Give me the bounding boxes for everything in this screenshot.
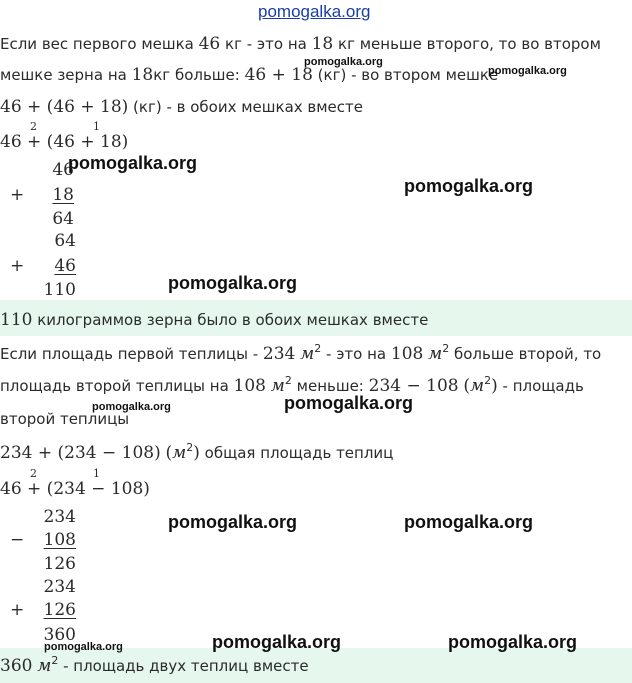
calc-bottom: 126	[43, 600, 76, 620]
calc-operator: +	[10, 256, 25, 276]
order-mark-1: 1	[93, 467, 100, 480]
text: общая площадь теплиц	[199, 444, 394, 462]
text: кг - это на	[220, 35, 312, 53]
text: - это на	[321, 345, 391, 363]
text: килограммов зерна было в обоих мешках вместе	[32, 311, 429, 329]
watermark: pomogalka.org	[404, 512, 534, 532]
number: 110	[0, 310, 33, 330]
problem2-answer	[0, 656, 309, 676]
problem2-line2: площадь второй теплицы на 108 $м^2$ меньше: 234 − 108 $(м^2)$ - площадь	[0, 374, 584, 396]
unit: м	[172, 443, 187, 463]
text: кг меньше второго, то во втором	[333, 35, 601, 53]
text: больше второй, то	[449, 345, 602, 363]
text: (кг) - в обоих мешках вместе	[128, 98, 363, 116]
unit: м	[470, 376, 485, 396]
expression: 46 + 18	[244, 65, 313, 85]
watermark: pomogalka.org	[284, 393, 414, 413]
number: 108	[233, 376, 266, 396]
watermark: pomogalka.org	[68, 153, 198, 173]
order-mark-2: 2	[30, 467, 37, 480]
calc-bottom: 18	[52, 185, 74, 205]
calc-top: 64	[54, 231, 76, 251]
unit-exponent: 2	[186, 441, 194, 454]
calc-result: 360	[43, 625, 76, 645]
number: 234	[262, 344, 296, 364]
order-expression: 46 + (46 + 18)	[0, 132, 129, 152]
text: - площадь двух теплиц вместе	[58, 657, 309, 675]
expression: 234 + (234 − 108)	[0, 443, 161, 463]
watermark: pomogalka.org	[44, 641, 123, 653]
watermark: pomogalka.org	[168, 273, 298, 293]
calc-operator: +	[10, 185, 25, 205]
problem2-line1	[0, 344, 601, 364]
calc-bottom: 108	[43, 530, 76, 550]
calc-bottom: 46	[54, 256, 76, 276]
watermark: pomogalka.org	[404, 176, 534, 196]
watermark: pomogalka.org	[488, 65, 567, 77]
calc-operator: +	[10, 600, 25, 620]
text: Если площадь первой теплицы -	[0, 345, 263, 363]
order-mark-1: 1	[93, 120, 100, 133]
unit: м	[300, 344, 315, 364]
calc-result: 64	[52, 209, 74, 229]
problem2-line4: 234 + (234 − 108) $(м^2)$ общая площадь теплиц	[0, 441, 394, 463]
number: 46	[198, 34, 221, 54]
number: 108	[390, 344, 424, 364]
number: 18	[131, 65, 154, 85]
unit-exponent: 2	[314, 342, 322, 355]
order-mark-2: 2	[30, 120, 37, 133]
number: 360	[0, 656, 33, 676]
text: площадь второй теплицы на	[0, 377, 234, 395]
problem2-line3: второй теплицы	[0, 410, 130, 428]
problem1-line1	[0, 34, 601, 54]
calc-operator: −	[10, 530, 25, 550]
text: кг больше:	[153, 66, 245, 84]
problem1-answer	[0, 310, 428, 330]
expression: 46 + (46 + 18)	[0, 97, 129, 117]
watermark: pomogalka.org	[448, 632, 578, 652]
text: - площадь	[497, 377, 584, 395]
unit-exponent: 2	[51, 654, 59, 667]
calc-result: 126	[43, 554, 76, 574]
calc-top: 234	[43, 577, 76, 597]
unit-exponent: 2	[284, 374, 292, 387]
text: мешке зерна на	[0, 66, 132, 84]
calc-top: 46	[52, 160, 74, 180]
header-watermark-link[interactable]: pomogalka.org	[258, 2, 371, 21]
number: 18	[311, 34, 334, 54]
calc-result: 110	[43, 280, 76, 300]
watermark: pomogalka.org	[92, 401, 171, 413]
calc-top: 234	[43, 507, 76, 527]
unit: м	[428, 344, 443, 364]
unit-exponent: 2	[484, 374, 492, 387]
watermark: pomogalka.org	[168, 512, 298, 532]
unit: м	[37, 656, 52, 676]
unit-exponent: 2	[442, 342, 450, 355]
text: (кг) - во втором мешке	[312, 66, 499, 84]
problem1-line3	[0, 97, 363, 117]
expression: 234 − 108	[368, 376, 459, 396]
order-expression: 46 + (234 − 108)	[0, 479, 150, 499]
problem1-line2	[0, 65, 498, 85]
unit: м	[270, 376, 285, 396]
watermark: pomogalka.org	[304, 56, 383, 68]
watermark: pomogalka.org	[212, 632, 342, 652]
text: Если вес первого мешка	[0, 35, 199, 53]
text: меньше:	[291, 377, 369, 395]
